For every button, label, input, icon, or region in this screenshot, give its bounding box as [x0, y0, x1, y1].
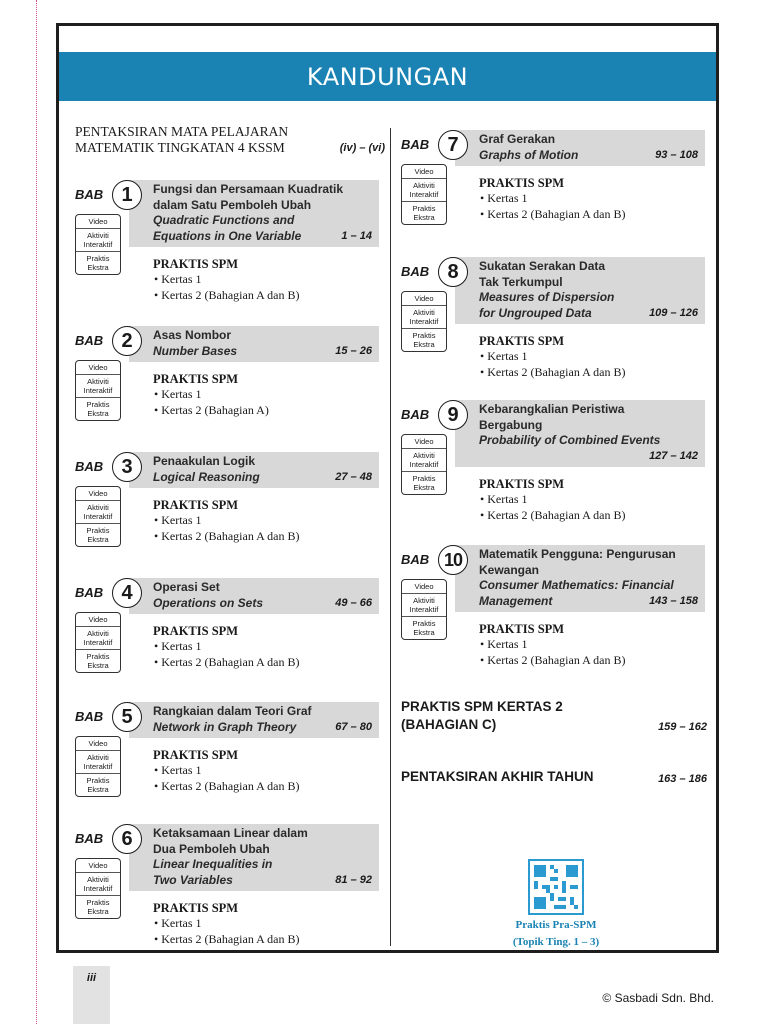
praktis-item[interactable]	[479, 653, 626, 669]
aktiviti-interaktif-button[interactable]: Aktiviti Interaktif	[402, 306, 446, 329]
praktis-ekstra-button[interactable]: Praktis Ekstra	[86, 400, 110, 418]
praktis-item-label: Kertas 1	[161, 387, 202, 401]
chapter-title-en: Two Variables	[153, 872, 233, 887]
praktis-spm-heading: PRAKTIS SPM	[153, 901, 239, 915]
chapter-title-box[interactable]	[455, 400, 705, 467]
praktis-ekstra-button[interactable]: Praktis Ekstra	[412, 331, 436, 349]
bullet-icon: •	[480, 507, 488, 522]
chapter-title-ms: dalam Satu Pemboleh Ubah	[153, 197, 312, 212]
praktis-spm-block	[153, 372, 269, 418]
qr-caption-line2: (Topik Ting. 1 – 3)	[512, 936, 600, 948]
praktis-ekstra-button[interactable]: Praktis Ekstra	[412, 474, 436, 492]
aktiviti-interaktif-button[interactable]: Aktiviti Interaktif	[76, 873, 120, 896]
bullet-icon: •	[480, 364, 488, 379]
praktis-item[interactable]	[153, 779, 300, 795]
chapter-title-ms: Sukatan Serakan Data	[479, 259, 606, 273]
resource-buttons	[401, 164, 447, 225]
praktis-spm-heading: PRAKTIS SPM	[479, 477, 565, 491]
bullet-icon: •	[154, 639, 162, 653]
chapter-title-box[interactable]	[455, 257, 705, 324]
praktis-item-label: Kertas 2 (Bahagian A dan B)	[487, 507, 626, 522]
chapter-title-box[interactable]	[129, 702, 379, 738]
assessment-line2: MATEMATIK TINGKATAN 4 KSSM	[75, 140, 285, 155]
praktis-item[interactable]	[153, 763, 300, 779]
qr-code-icon[interactable]	[528, 859, 584, 915]
column-divider	[390, 128, 391, 946]
resource-buttons	[75, 214, 121, 275]
praktis-item[interactable]	[479, 349, 626, 365]
chapter-title-ms: Ketaksamaan Linear dalam	[153, 826, 308, 840]
chapter-number-badge: 6	[112, 824, 142, 854]
resource-buttons	[401, 579, 447, 640]
chapter-title-ms: Rangkaian dalam Teori Graf	[153, 704, 312, 718]
praktis-item[interactable]	[153, 513, 300, 529]
bullet-icon: •	[154, 387, 162, 401]
praktis-item-label: Kertas 2 (Bahagian A dan B)	[487, 652, 626, 667]
chapter-number-badge: 5	[112, 702, 142, 732]
praktis-spm-block	[153, 257, 300, 303]
bullet-icon: •	[154, 272, 162, 286]
resource-buttons	[75, 736, 121, 797]
bullet-icon: •	[154, 287, 162, 302]
bullet-icon: •	[154, 513, 162, 527]
chapter-number-badge: 7	[438, 130, 468, 160]
bullet-icon: •	[480, 206, 488, 221]
chapter-number-badge: 4	[112, 578, 142, 608]
assessment-line1: PENTAKSIRAN MATA PELAJARAN	[75, 124, 289, 139]
praktis-item[interactable]	[153, 932, 300, 948]
assessment-pages: (iv) – (vi)	[339, 142, 385, 154]
praktis-spm-block	[479, 176, 626, 222]
qr-block[interactable]	[501, 859, 611, 949]
aktiviti-interaktif-button[interactable]: Aktiviti Interaktif	[402, 449, 446, 472]
praktis-spm-heading: PRAKTIS SPM	[479, 176, 565, 190]
bab-label: BAB	[401, 137, 430, 152]
praktis-ekstra-button[interactable]: Praktis Ekstra	[86, 776, 110, 794]
praktis-item-label: Kertas 2 (Bahagian A dan B)	[161, 778, 300, 793]
bullet-icon: •	[480, 637, 488, 651]
praktis-item[interactable]	[479, 637, 626, 653]
chapter-pages: 49 – 66	[335, 596, 372, 609]
praktis-item[interactable]	[153, 272, 300, 288]
praktis-ekstra-button[interactable]: Praktis Ekstra	[412, 619, 436, 637]
chapter-title-en: Management	[479, 593, 553, 608]
praktis-spm-block	[153, 624, 300, 670]
chapter-title-en: Graphs of Motion	[479, 147, 579, 162]
praktis-item[interactable]	[153, 387, 269, 403]
chapter-title-box[interactable]	[129, 578, 379, 614]
chapter-title-en: for Ungrouped Data	[479, 305, 592, 320]
praktis-spm-heading: PRAKTIS SPM	[479, 334, 565, 348]
chapter-pages: 15 – 26	[335, 344, 372, 357]
praktis-item[interactable]	[479, 191, 626, 207]
praktis-kertas2-line2: (BAHAGIAN C)	[401, 717, 497, 732]
chapter-title-en: Consumer Mathematics: Financial	[479, 578, 674, 592]
chapter-title-en: Number Bases	[153, 343, 238, 358]
praktis-item-label: Kertas 2 (Bahagian A dan B)	[161, 931, 300, 946]
chapter-number-badge: 10	[438, 545, 468, 575]
praktis-item-label: Kertas 1	[487, 637, 528, 651]
bullet-icon: •	[154, 916, 162, 930]
praktis-item[interactable]	[479, 508, 626, 524]
page-title: KANDUNGAN	[59, 52, 716, 101]
praktis-ekstra-button[interactable]: Praktis Ekstra	[86, 652, 110, 670]
praktis-spm-block	[153, 901, 300, 947]
chapter-title-ms: Matematik Pengguna: Pengurusan	[479, 547, 676, 561]
video-button[interactable]: Video	[402, 435, 446, 449]
aktiviti-interaktif-button[interactable]: Aktiviti Interaktif	[76, 375, 120, 398]
pentaksiran-akhir-entry[interactable]	[401, 768, 707, 786]
chapter-pages: 67 – 80	[335, 720, 372, 733]
aktiviti-interaktif-button[interactable]: Aktiviti Interaktif	[76, 501, 120, 524]
praktis-item-label: Kertas 1	[161, 272, 202, 286]
praktis-item[interactable]	[153, 639, 300, 655]
praktis-spm-heading: PRAKTIS SPM	[153, 624, 239, 638]
praktis-item-label: Kertas 1	[161, 763, 202, 777]
chapter-title-box[interactable]	[455, 130, 705, 166]
praktis-ekstra-button[interactable]: Praktis Ekstra	[86, 254, 110, 272]
chapter-title-en: Operations on Sets	[153, 595, 264, 610]
chapter-title-ms: Asas Nombor	[153, 328, 232, 342]
chapter-pages: 27 – 48	[335, 470, 372, 483]
praktis-spm-block	[153, 748, 300, 794]
aktiviti-interaktif-button[interactable]: Aktiviti Interaktif	[402, 179, 446, 202]
chapter-title-ms: Kebarangkalian Peristiwa	[479, 402, 625, 416]
chapter-title-en: Equations in One Variable	[153, 228, 302, 243]
praktis-item-label: Kertas 2 (Bahagian A dan B)	[161, 654, 300, 669]
praktis-item-label: Kertas 1	[487, 349, 528, 363]
bab-label: BAB	[401, 264, 430, 279]
chapter-number-badge: 3	[112, 452, 142, 482]
praktis-ekstra-button[interactable]: Praktis Ekstra	[86, 526, 110, 544]
chapter-pages: 127 – 142	[649, 449, 698, 462]
resource-buttons	[75, 612, 121, 673]
bab-label: BAB	[401, 552, 430, 567]
chapter-title-ms: Graf Gerakan	[479, 132, 556, 146]
chapter-title-box[interactable]	[455, 545, 705, 612]
praktis-ekstra-button[interactable]: Praktis Ekstra	[86, 898, 110, 916]
chapter-title-box[interactable]	[129, 326, 379, 362]
praktis-ekstra-button[interactable]: Praktis Ekstra	[412, 204, 436, 222]
chapter-title-ms: Tak Terkumpul	[479, 274, 563, 289]
praktis-kertas2-pages: 159 – 162	[658, 721, 707, 733]
resource-buttons	[75, 486, 121, 547]
praktis-item[interactable]	[479, 365, 626, 381]
video-button[interactable]: Video	[76, 859, 120, 873]
video-button[interactable]: Video	[76, 613, 120, 627]
praktis-item-label: Kertas 2 (Bahagian A)	[161, 402, 269, 417]
video-button[interactable]: Video	[402, 580, 446, 594]
video-button[interactable]: Video	[402, 292, 446, 306]
resource-buttons	[401, 434, 447, 495]
copyright: © Sasbadi Sdn. Bhd.	[602, 991, 714, 1005]
aktiviti-interaktif-button[interactable]: Aktiviti Interaktif	[76, 751, 120, 774]
praktis-spm-heading: PRAKTIS SPM	[153, 257, 239, 271]
praktis-item-label: Kertas 1	[487, 191, 528, 205]
contents-frame	[56, 23, 719, 953]
bab-label: BAB	[75, 585, 104, 600]
bullet-icon: •	[154, 763, 162, 777]
chapter-number-badge: 1	[112, 180, 142, 210]
bab-label: BAB	[75, 709, 104, 724]
bullet-icon: •	[480, 191, 488, 205]
bullet-icon: •	[154, 402, 162, 417]
praktis-item-label: Kertas 1	[161, 513, 202, 527]
praktis-spm-block	[153, 498, 300, 544]
chapter-number-badge: 9	[438, 400, 468, 430]
praktis-item-label: Kertas 1	[161, 916, 202, 930]
praktis-item[interactable]	[153, 403, 269, 419]
bab-label: BAB	[75, 459, 104, 474]
praktis-item-label: Kertas 2 (Bahagian A dan B)	[161, 287, 300, 302]
praktis-item-label: Kertas 1	[161, 639, 202, 653]
video-button[interactable]: Video	[402, 165, 446, 179]
bullet-icon: •	[154, 654, 162, 669]
chapter-title-ms: Kewangan	[479, 562, 540, 577]
praktis-spm-block	[479, 477, 626, 523]
chapter-title-en: Logical Reasoning	[153, 469, 260, 484]
bullet-icon: •	[154, 778, 162, 793]
aktiviti-interaktif-button[interactable]: Aktiviti Interaktif	[76, 627, 120, 650]
praktis-spm-heading: PRAKTIS SPM	[479, 622, 565, 636]
bullet-icon: •	[154, 931, 162, 946]
praktis-item-label: Kertas 2 (Bahagian A dan B)	[487, 206, 626, 221]
chapter-number-badge: 2	[112, 326, 142, 356]
chapter-title-en: Quadratic Functions and	[153, 213, 295, 227]
chapter-pages: 109 – 126	[649, 306, 698, 319]
praktis-item[interactable]	[479, 207, 626, 223]
bullet-icon: •	[154, 528, 162, 543]
praktis-item[interactable]	[153, 655, 300, 671]
praktis-item-label: Kertas 2 (Bahagian A dan B)	[487, 364, 626, 379]
praktis-kertas2-entry[interactable]	[401, 698, 707, 734]
video-button[interactable]: Video	[76, 361, 120, 375]
bullet-icon: •	[480, 492, 488, 506]
chapter-title-en: Network in Graph Theory	[153, 719, 297, 734]
chapter-title-ms: Dua Pemboleh Ubah	[153, 841, 270, 856]
chapter-title-box[interactable]	[129, 180, 379, 247]
chapter-title-en: Linear Inequalities in	[153, 857, 273, 871]
chapter-pages: 93 – 108	[655, 148, 698, 161]
page-number: iii	[73, 966, 110, 1024]
chapter-title-ms: Bergabung	[479, 417, 543, 432]
bab-label: BAB	[75, 333, 104, 348]
pentaksiran-akhir-label: PENTAKSIRAN AKHIR TAHUN	[401, 769, 594, 784]
chapter-pages: 81 – 92	[335, 873, 372, 886]
resource-buttons	[401, 291, 447, 352]
praktis-item[interactable]	[153, 529, 300, 545]
video-button[interactable]: Video	[76, 215, 120, 229]
praktis-item[interactable]	[153, 288, 300, 304]
chapter-number-badge: 8	[438, 257, 468, 287]
chapter-title-box[interactable]	[129, 452, 379, 488]
praktis-spm-block	[479, 622, 626, 668]
praktis-spm-heading: PRAKTIS SPM	[153, 372, 239, 386]
chapter-title-ms: Operasi Set	[153, 580, 220, 594]
praktis-spm-block	[479, 334, 626, 380]
chapter-pages: 1 – 14	[341, 229, 372, 242]
bab-label: BAB	[401, 407, 430, 422]
resource-buttons	[75, 360, 121, 421]
qr-caption-line1: Praktis Pra-SPM	[515, 919, 597, 931]
margin-guide	[36, 0, 37, 1024]
chapter-title-en: Measures of Dispersion	[479, 290, 615, 304]
chapter-title-box[interactable]	[129, 824, 379, 891]
aktiviti-interaktif-button[interactable]: Aktiviti Interaktif	[76, 229, 120, 252]
praktis-spm-heading: PRAKTIS SPM	[153, 498, 239, 512]
praktis-item[interactable]	[153, 916, 300, 932]
praktis-item-label: Kertas 2 (Bahagian A dan B)	[161, 528, 300, 543]
bab-label: BAB	[75, 187, 104, 202]
chapter-title-ms: Penaakulan Logik	[153, 454, 256, 468]
pentaksiran-akhir-pages: 163 – 186	[658, 773, 707, 785]
chapter-pages: 143 – 158	[649, 594, 698, 607]
bullet-icon: •	[480, 652, 488, 667]
resource-buttons	[75, 858, 121, 919]
chapter-title-en: Probability of Combined Events	[479, 433, 661, 447]
praktis-spm-heading: PRAKTIS SPM	[153, 748, 239, 762]
praktis-item-label: Kertas 1	[487, 492, 528, 506]
bullet-icon: •	[480, 349, 488, 363]
video-button[interactable]: Video	[76, 487, 120, 501]
bab-label: BAB	[75, 831, 104, 846]
praktis-item[interactable]	[479, 492, 626, 508]
praktis-kertas2-line1: PRAKTIS SPM KERTAS 2	[401, 699, 563, 714]
assessment-entry[interactable]	[75, 124, 385, 156]
video-button[interactable]: Video	[76, 737, 120, 751]
chapter-title-ms: Fungsi dan Persamaan Kuadratik	[153, 182, 344, 196]
aktiviti-interaktif-button[interactable]: Aktiviti Interaktif	[402, 594, 446, 617]
